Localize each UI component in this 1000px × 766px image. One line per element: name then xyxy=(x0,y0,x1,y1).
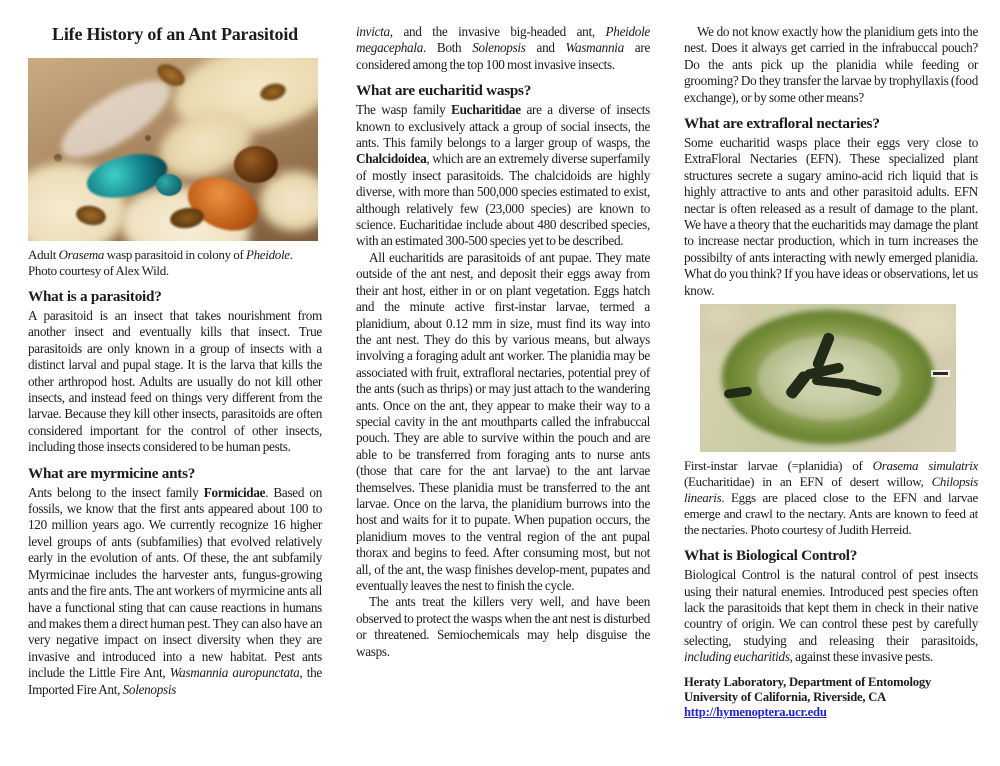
heading-what-is-parasitoid: What is a parasitoid? xyxy=(28,288,162,305)
wasp-head xyxy=(156,174,182,196)
para-myrmicine-continued: invicta, and the invasive big-headed ant, Pheidole megacephala. Both Solenopsis and Wasmannia are considered among the top 100 most invasive insects. xyxy=(356,24,650,72)
para-eucharitid-family: The wasp family Eucharitidae are a diverse of insects known to exclusively attack a group of social insects, the ants. This family belongs to a larger group of wasps, the Chalcidoidea, which are an extremely diverse superfamily of mostly insect parasitoids. The chalcidoids are highly diverse, with more than 500,000 species estimated to exist, although relatively few (23,000 species) are known to science. Eucharitidae include about 480 described species, with an estimated 300-500 species yet to be described. xyxy=(356,102,650,249)
heading-biological-control: What is Biological Control? xyxy=(684,547,858,565)
page-title: Life History of an Ant Parasitoid xyxy=(52,24,298,44)
heading-extrafloral-nectaries: What are extrafloral nectaries? xyxy=(684,115,880,133)
photo2-caption: First-instar larvae (=planidia) of Orasema simulatrix (Eucharitidae) in an EFN of desert willow, Chilopsis linearis. Eggs are placed close to the EFN and larvae emerge and crawl to the nectary. Ants are known to feed at the nectaries. Photo courtesy of Judith Herreid. xyxy=(684,458,978,538)
heading-myrmicine-ants: What are myrmicine ants? xyxy=(28,464,196,482)
nectary-photo xyxy=(700,304,956,452)
para-ants-protect-wasps: The ants treat the killers very well, and have been observed to protect the wasps when the ant nest is disturbed or threatened. Semiochemicals may help disguise the wasps. xyxy=(356,594,650,659)
column-1 xyxy=(28,24,322,698)
para-eucharitid-lifecycle: All eucharitids are parasitoids of ant pupae. They mate outside of the ant nest, and deposit their eggs away from their ant host, either in or on plant vegetation. Eggs hatch and the minute active first-instar larvae, termed a planidium, about 0.12 mm in size, must find its way into the ant nest. They do this by various means, but always involving a foraging adult ant worker. The planidia may be associated with fruit, extrafloral nectaries, potential prey of the ants (such as thrips) or may just attach to the wandering ants. Once on the ant, they appear to make their way to a special cavity in the ant mouthparts called the infrabuccal pouch. They are able to survive within the pouch and are able to be transferred from foraging ants to nurse ants (those that care for the ant larvae) to the ant larvae themselves. These planidia must be transferred to the ant larvae. Once on the larva, the planidium burrows into the host and waits for it to pupate. When pupation occurs, the planidium moves to the ventral region of the ant pupal thorax and begins to feed. After consuming most, but not all, of the ant, the wasp finishes develop-ment, pupates and eventually leaves the nest to finish the cycle. xyxy=(356,249,650,593)
pupa-blob xyxy=(260,171,318,231)
para-extrafloral-nectaries: Some eucharitid wasps place their eggs very close to ExtraFloral Nectaries (EFN). These specialized plant structures secrete a sugary amino-acid rich liquid that is highly attractive to ants and other parasitoid adults. EFN nectar is often released as a result of damage to the plant. We have a theory that the eucharitids may damage the plant to increase nectar production, which in turn increases the possibilty of ants interacting with newly emerged planidia. What do you think? If you have ideas or observations, let us know. xyxy=(684,135,978,298)
lab-website-link[interactable]: http://hymenoptera.ucr.edu xyxy=(684,705,827,720)
footer-contact xyxy=(684,675,978,721)
scale-bar xyxy=(933,372,948,375)
ant-colony-photo xyxy=(28,58,318,241)
para-myrmicine-ants: Ants belong to the insect family Formicidae. Based on fossils, we know that the first ants appeared about 100 to 120 million years ago. We currently recognize 16 higher level groups of ants (subfamilies) that evolved relatively early in the evolution of ants. Of these, the ant subfamily Myrmicinae includes the harvester ants, fungus-growing ants and the fire ants. The ant workers of myrmicine ants all have a functional sting that can cause reactions in humans and makes them a direct human pest. They can also have an very negative impact on insect diversity when they are invasive and introduced into a new habitat. Pest ants include the Little Fire Ant, Wasmannia auropunctata, the Imported Fire Ant, Solenopsis xyxy=(28,484,322,697)
column-2 xyxy=(356,24,650,660)
ant-head xyxy=(234,146,278,183)
photo1-caption: Adult Orasema wasp parasitoid in colony of Pheidole. Photo courtesy of Alex Wild. xyxy=(28,247,293,278)
para-biological-control: Biological Control is the natural control of pest insects using their natural enemies. Introduced pest species often lack the parasitoids that kept them in check in their native country of origin. We can control these pest by carefully selecting, studying and releasing their parasitoids, including eucharitids, against these invasive pests. xyxy=(684,567,978,665)
footer-lab-line: Heraty Laboratory, Department of Entomology xyxy=(684,674,932,689)
para-what-is-parasitoid: A parasitoid is an insect that takes nourishment from another insect and eventually kills that insect. True parasitoids are only known in a group of insects with a distinct larval and pupal stage. It is the larva that kills the other arthropod host. Adults are usually do not kill other insects, and instead feed on things very different from the larvae. Because they kill other insects, parasitoids are often considered important for the control of other insects, including those insects considered to be human pests. xyxy=(28,308,322,455)
column-3 xyxy=(684,24,978,721)
para-planidium-questions: We do not know exactly how the planidium gets into the nest. Does it always get carried in the infrabuccal pouch? Do the ants pick up the planidia while feeding or grooming? Do they transfer the larvae by trophyllaxis (food exchange), or by some other means? xyxy=(684,24,978,105)
footer-university-line: University of California, Riverside, CA xyxy=(684,689,887,704)
heading-eucharitid-wasps: What are eucharitid wasps? xyxy=(356,82,532,100)
